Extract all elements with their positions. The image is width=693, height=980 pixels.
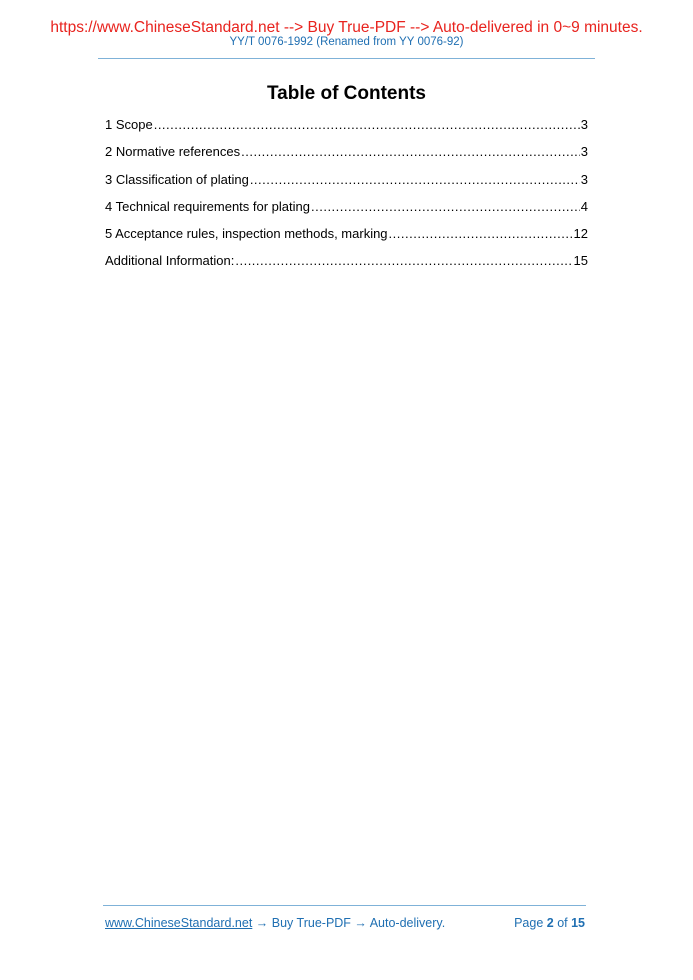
page-number-indicator [514, 916, 585, 931]
toc-entry-normative-references[interactable] [105, 144, 588, 171]
current-page-number: 2 [546, 916, 554, 930]
toc-dot-leader [154, 117, 580, 133]
toc-entry-text: 4 Technical requirements for plating [105, 198, 310, 214]
footer-promo [105, 916, 445, 931]
toc-dot-leader [389, 226, 573, 242]
toc-dot-leader [311, 199, 580, 215]
top-banner[interactable]: https://www.ChineseStandard.net --> Buy True-PDF --> Auto-delivered in 0~9 minutes. [50, 19, 643, 36]
toc-entry-page: 3 [580, 171, 588, 187]
toc-entry-classification[interactable] [105, 172, 588, 199]
header-divider [98, 58, 595, 59]
toc-entry-scope[interactable] [105, 117, 588, 144]
toc-dot-leader [250, 172, 580, 188]
footer-website-link[interactable]: www.ChineseStandard.net [105, 916, 253, 930]
toc-entry-page: 15 [573, 253, 588, 269]
toc-entry-page: 4 [580, 198, 588, 214]
toc-dot-leader [235, 253, 572, 269]
toc-entry-text: Additional Information: [105, 253, 235, 269]
toc-entry-additional-information[interactable] [105, 253, 588, 280]
toc-entry-page: 12 [573, 226, 588, 242]
total-pages-number: 15 [571, 916, 585, 930]
toc-entry-page: 3 [580, 144, 588, 160]
footer-divider [103, 905, 586, 906]
toc-entry-text: 5 Acceptance rules, inspection methods, marking [105, 226, 388, 242]
document-code: YY/T 0076-1992 (Renamed from YY 0076-92) [229, 36, 464, 48]
page-label: Page [514, 916, 547, 930]
toc-entry-text: 2 Normative references [105, 144, 241, 160]
toc-entry-acceptance-rules[interactable] [105, 226, 588, 253]
toc-entry-technical-requirements[interactable] [105, 199, 588, 226]
table-of-contents [105, 117, 588, 281]
footer-tagline: → Buy True-PDF → Auto-delivery. [252, 916, 446, 930]
toc-entry-page: 3 [580, 117, 588, 132]
toc-entry-text: 1 Scope [105, 117, 153, 132]
toc-dot-leader [241, 144, 580, 160]
of-label: of [553, 916, 572, 930]
toc-entry-text: 3 Classification of plating [105, 171, 249, 187]
toc-title: Table of Contents [266, 83, 427, 104]
